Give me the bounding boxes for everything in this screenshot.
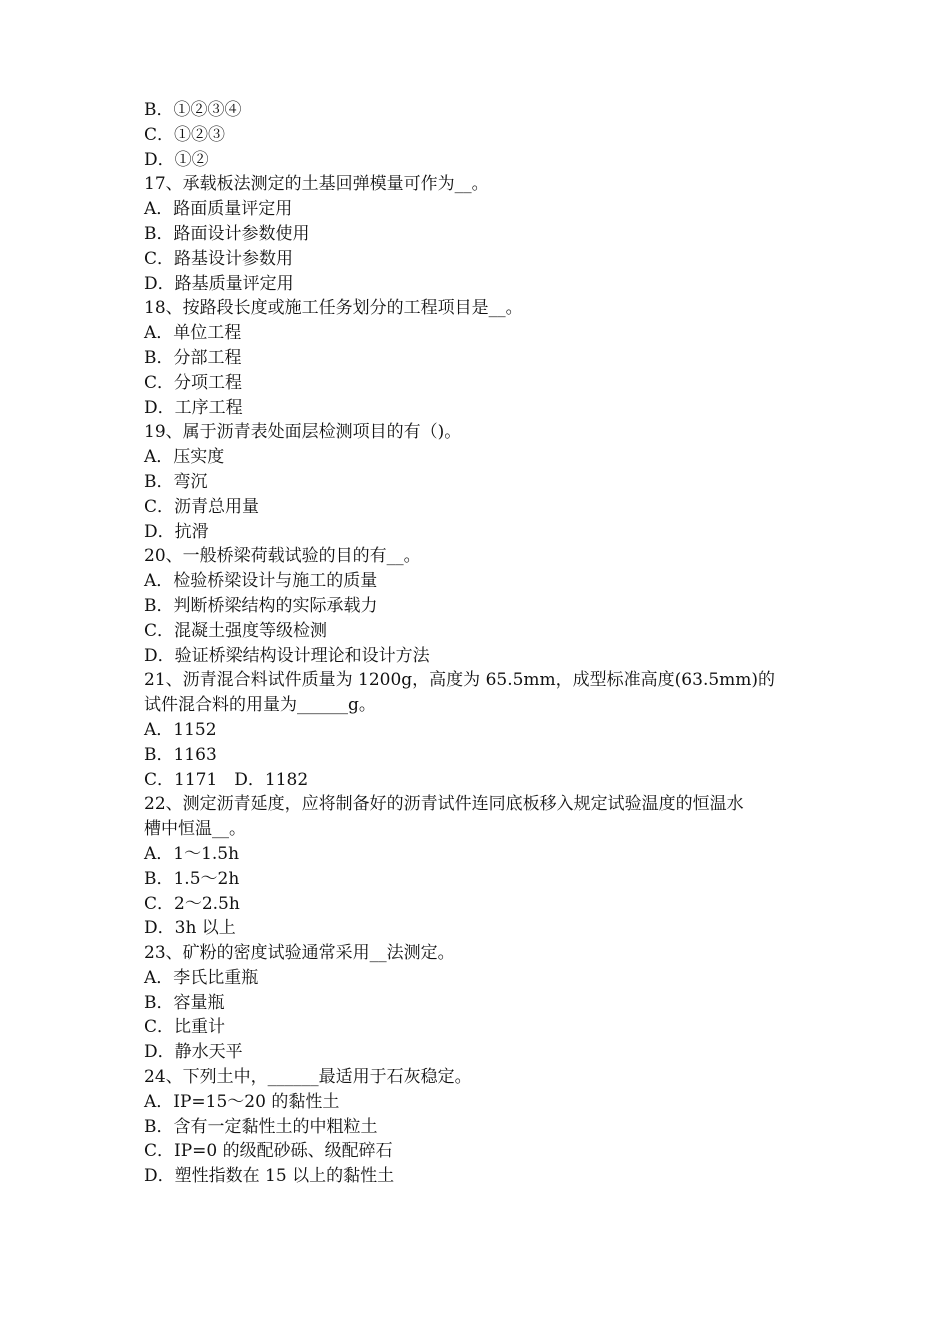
option-line: B．弯沉 <box>144 471 208 492</box>
question-18: 18、按路段长度或施工任务划分的工程项目是__。 <box>144 298 523 319</box>
option-line: A．单位工程 <box>144 323 242 344</box>
option-line: B．判断桥梁结构的实际承载力 <box>144 595 378 616</box>
option-line: D．路基质量评定用 <box>144 273 294 294</box>
option-line: C．①②③ <box>144 124 226 145</box>
option-line: A．IP=15～20 的黏性土 <box>144 1091 340 1112</box>
option-line: B．①②③④ <box>144 100 242 120</box>
option-line: D．抗滑 <box>144 521 209 542</box>
option-line: C．比重计 <box>144 1017 226 1038</box>
question-17: 17、承载板法测定的土基回弹模量可作为__。 <box>144 174 489 195</box>
option-line: D．验证桥梁结构设计理论和设计方法 <box>144 645 430 666</box>
option-line: B．1.5～2h <box>144 868 240 889</box>
question-20: 20、一般桥梁荷载试验的目的有__。 <box>144 546 421 567</box>
option-line: D．①② <box>144 149 209 170</box>
option-line: C．路基设计参数用 <box>144 248 294 269</box>
option-line: C．1171 D．1182 <box>144 769 309 790</box>
option-line: C．沥青总用量 <box>144 496 260 517</box>
question-24: 24、下列土中，______最适用于石灰稳定。 <box>144 1067 472 1088</box>
option-line: C．2～2.5h <box>144 893 240 914</box>
option-line: A．压实度 <box>144 447 225 468</box>
option-line: D．塑性指数在 15 以上的黏性土 <box>144 1166 395 1187</box>
question-21-cont: 试件混合料的用量为______g。 <box>144 695 376 716</box>
option-line: C．混凝土强度等级检测 <box>144 620 328 641</box>
option-line: D．静水天平 <box>144 1042 243 1063</box>
option-line: C．分项工程 <box>144 372 243 393</box>
question-23: 23、矿粉的密度试验通常采用__法测定。 <box>144 943 455 964</box>
question-22-cont: 槽中恒温__。 <box>144 819 246 840</box>
option-line: B．分部工程 <box>144 347 242 368</box>
option-line: C．IP=0 的级配砂砾、级配碎石 <box>144 1141 393 1162</box>
option-line: B．容量瓶 <box>144 992 225 1013</box>
question-22: 22、测定沥青延度，应将制备好的沥青试件连同底板移入规定试验温度的恒温水 <box>144 794 744 815</box>
option-line: A．李氏比重瓶 <box>144 967 259 988</box>
option-line: B．含有一定黏性土的中粗粒土 <box>144 1116 378 1137</box>
option-line: D．3h 以上 <box>144 918 236 939</box>
option-line: D．工序工程 <box>144 397 243 418</box>
question-list <box>144 98 812 1189</box>
question-21: 21、沥青混合料试件质量为 1200g，高度为 65.5mm，成型标准高度(63.5mm)的 <box>144 670 776 691</box>
option-line: B．1163 <box>144 744 217 765</box>
option-line: B．路面设计参数使用 <box>144 223 310 244</box>
option-line: A．路面质量评定用 <box>144 199 293 220</box>
option-line: A．1～1.5h <box>144 843 240 864</box>
option-line: A．1152 <box>144 719 217 740</box>
question-19: 19、属于沥青表处面层检测项目的有（)。 <box>144 422 462 443</box>
option-line: A．检验桥梁设计与施工的质量 <box>144 571 378 592</box>
